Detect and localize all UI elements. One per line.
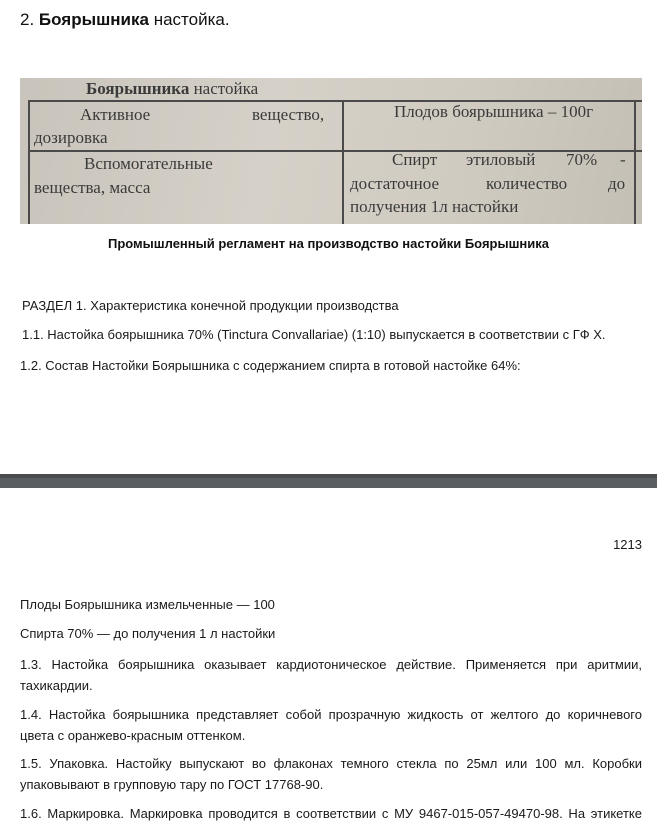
row2-right-1b: этиловый xyxy=(466,150,536,169)
heading-number: 2. xyxy=(20,10,35,29)
page-number: 1213 xyxy=(613,537,642,552)
row2-right-3: получения 1л настойки xyxy=(350,197,519,216)
row1-left-line2: дозировка xyxy=(34,128,108,147)
paragraph-1-5 xyxy=(20,753,642,795)
row2-left-line1: Вспомогательные xyxy=(84,154,213,173)
paragraph-1-3-line1: 1.3. Настойка боярышника оказывает кардиотоническое действие. Применяется при аритмии, xyxy=(20,657,642,672)
row1-left-b: вещество, xyxy=(252,105,325,124)
row2-right-2c: до xyxy=(608,174,626,193)
page-break xyxy=(0,474,657,488)
paragraph-1-4-line2: цвета с оранжево-красным оттенком. xyxy=(20,728,246,743)
paragraph-1-6 xyxy=(20,803,642,824)
row2-left-line2: вещества, масса xyxy=(34,178,151,197)
heading-bold: Боярышника xyxy=(38,10,149,29)
paragraph-1-5-line1: 1.5. Упаковка. Настойку выпускают во флаконах темного стекла по 25мл или 100 мл. Коробки xyxy=(20,756,642,771)
row2-right-1d: - xyxy=(620,150,626,169)
table-rule-left xyxy=(28,100,30,224)
paragraph-1-1: 1.1. Настойка боярышника 70% (Tinctura Convallariae) (1:10) выпускается в соответствии с ГФ X. xyxy=(22,327,606,342)
paragraph-1-6-line1: 1.6. Маркировка. Маркировка проводится в соответствии с МУ 9467-015-057-49470-98. На этикетке xyxy=(20,806,642,821)
paragraph-1-4 xyxy=(20,704,642,746)
paragraph-1-4-line1: 1.4. Настойка боярышника представляет собой прозрачную жидкость от желтого до коричневого xyxy=(20,707,642,722)
table-title: Боярышника настойка xyxy=(86,79,259,98)
section-heading xyxy=(20,10,230,30)
photo-table-image xyxy=(20,78,642,224)
caption: Промышленный регламент на производство настойки Боярышника xyxy=(108,236,549,251)
composition-line-1: Плоды Боярышника измельченные — 100 xyxy=(20,597,275,612)
row2-right-1a: Спирт xyxy=(392,150,438,169)
table-rule-right xyxy=(634,100,636,224)
row2-right-1c: 70% xyxy=(566,150,598,169)
paragraph-1-3 xyxy=(20,654,642,696)
paragraph-1-5-line2: упаковывают в групповую тару по ГОСТ 17768-90. xyxy=(20,777,324,792)
table-rule-middle xyxy=(28,150,642,152)
paragraph-1-2: 1.2. Состав Настойки Боярышника с содержанием спирта в готовой настойке 64%: xyxy=(20,358,521,373)
section1-title: РАЗДЕЛ 1. Характеристика конечной продукции производства xyxy=(22,298,399,313)
row2-right-2a: достаточное xyxy=(350,174,440,193)
heading-rest: настойка. xyxy=(153,10,230,29)
row2-right-2b: количество xyxy=(486,174,568,193)
table-rule-center xyxy=(342,100,344,224)
composition-line-2: Спирта 70% — до получения 1 л настойки xyxy=(20,626,276,641)
row1-right: Плодов боярышника – 100г xyxy=(394,102,594,121)
paragraph-1-3-line2: тахикардии. xyxy=(20,678,93,693)
row1-left-a: Активное xyxy=(80,105,151,124)
